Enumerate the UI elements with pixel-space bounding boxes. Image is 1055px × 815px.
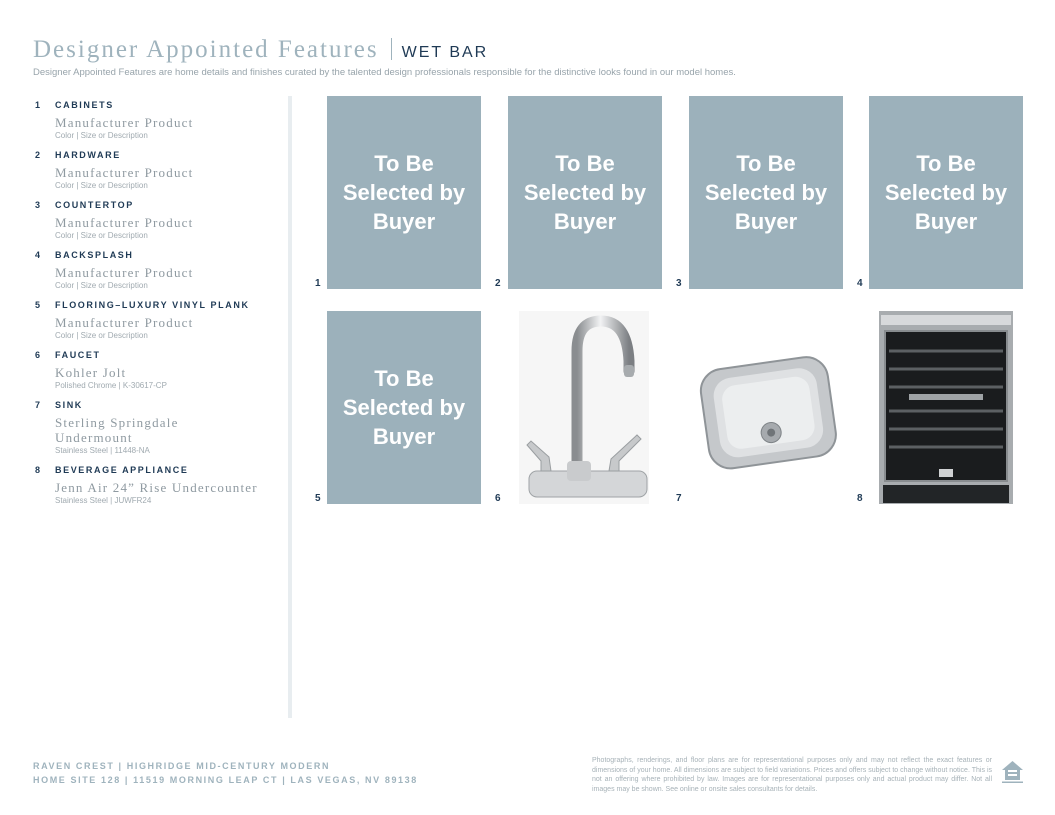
feature-category: COUNTERTOP bbox=[55, 200, 134, 210]
tile-number: 8 bbox=[857, 493, 863, 504]
feature-spec: Polished Chrome | K-30617-CP bbox=[55, 381, 167, 390]
feature-product: Manufacturer Product bbox=[55, 165, 194, 180]
feature-number: 4 bbox=[35, 250, 41, 260]
feature-category: BEVERAGE APPLIANCE bbox=[55, 465, 189, 475]
feature-item bbox=[35, 100, 280, 141]
placeholder-tile bbox=[327, 96, 481, 289]
feature-product: Kohler Jolt bbox=[55, 365, 127, 380]
feature-spec: Color | Size or Description bbox=[55, 131, 148, 140]
feature-spec: Stainless Steel | JUWFR24 bbox=[55, 496, 152, 505]
tile-number: 3 bbox=[676, 278, 682, 289]
community-name: RAVEN CREST | HIGHRIDGE MID-CENTURY MODERN bbox=[33, 761, 331, 771]
feature-spec: Color | Size or Description bbox=[55, 181, 148, 190]
feature-spec: Color | Size or Description bbox=[55, 281, 148, 290]
feature-item bbox=[35, 465, 280, 506]
feature-spec: Color | Size or Description bbox=[55, 231, 148, 240]
placeholder-text: To Be Selected by Buyer bbox=[342, 366, 466, 449]
sink-image bbox=[689, 311, 843, 504]
sink-icon bbox=[689, 311, 843, 504]
feature-category: FLOORING–LUXURY VINYL PLANK bbox=[55, 300, 250, 310]
sidebar-divider bbox=[288, 96, 292, 718]
feature-product: Manufacturer Product bbox=[55, 215, 194, 230]
placeholder-tile bbox=[689, 96, 843, 289]
feature-spec: Stainless Steel | 11448-NA bbox=[55, 446, 150, 455]
page-title: Designer Appointed Features bbox=[33, 36, 379, 63]
equal-housing-icon bbox=[1000, 759, 1025, 784]
placeholder-tile bbox=[869, 96, 1023, 289]
tile-number: 6 bbox=[495, 493, 501, 504]
tile-number: 1 bbox=[315, 278, 321, 289]
feature-number: 2 bbox=[35, 150, 41, 160]
feature-item bbox=[35, 350, 280, 391]
feature-category: FAUCET bbox=[55, 350, 101, 360]
placeholder-text: To Be Selected by Buyer bbox=[523, 151, 647, 234]
feature-item bbox=[35, 400, 280, 456]
feature-category: CABINETS bbox=[55, 100, 114, 110]
home-site-address: HOME SITE 128 | 11519 MORNING LEAP CT | LAS VEGAS, NV 89138 bbox=[33, 775, 418, 785]
feature-number: 8 bbox=[35, 465, 41, 475]
feature-number: 5 bbox=[35, 300, 41, 310]
feature-number: 3 bbox=[35, 200, 41, 210]
placeholder-tile bbox=[327, 311, 481, 504]
page-header bbox=[33, 36, 488, 64]
placeholder-text: To Be Selected by Buyer bbox=[884, 151, 1008, 234]
feature-list bbox=[35, 100, 280, 515]
feature-item bbox=[35, 200, 280, 241]
placeholder-tile bbox=[508, 96, 662, 289]
feature-spec: Color | Size or Description bbox=[55, 331, 148, 340]
tile-number: 7 bbox=[676, 493, 682, 504]
wine-fridge-image bbox=[879, 311, 1013, 504]
placeholder-text: To Be Selected by Buyer bbox=[704, 151, 828, 234]
tile-number: 4 bbox=[857, 278, 863, 289]
feature-number: 7 bbox=[35, 400, 41, 410]
page-subtitle: WET BAR bbox=[401, 44, 489, 61]
feature-product: Manufacturer Product bbox=[55, 115, 194, 130]
community-info bbox=[33, 759, 418, 787]
feature-number: 1 bbox=[35, 100, 41, 110]
faucet-image bbox=[519, 311, 649, 504]
feature-item bbox=[35, 300, 280, 341]
feature-item bbox=[35, 250, 280, 291]
title-divider bbox=[391, 38, 392, 60]
placeholder-text: To Be Selected by Buyer bbox=[342, 151, 466, 234]
feature-category: HARDWARE bbox=[55, 150, 121, 160]
feature-product: Jenn Air 24” Rise Undercounter bbox=[55, 480, 258, 495]
feature-product: Manufacturer Product bbox=[55, 315, 194, 330]
tile-number: 2 bbox=[495, 278, 501, 289]
faucet-icon bbox=[519, 311, 649, 504]
feature-number: 6 bbox=[35, 350, 41, 360]
feature-product: Sterling Springdale Undermount bbox=[55, 415, 179, 445]
feature-category: BACKSPLASH bbox=[55, 250, 134, 260]
legal-disclaimer: Photographs, renderings, and floor plans are for representational purposes only and may not reflect the exact features or dimensions of your home. All dimensions are subject to field variations. Prices and offers subject to change without notice. This is not an offering where prohibited by law. Images are for representational purposes only and actual product may differ. Not all images may be shown. See online or onsite sales consultants for details. bbox=[592, 757, 992, 793]
feature-product: Manufacturer Product bbox=[55, 265, 194, 280]
tile-number: 5 bbox=[315, 493, 321, 504]
page-description: Designer Appointed Features are home details and finishes curated by the talented design professionals responsible for the distinctive looks found in our model homes. bbox=[33, 67, 736, 78]
wine-fridge-icon bbox=[879, 311, 1013, 504]
feature-category: SINK bbox=[55, 400, 83, 410]
feature-item bbox=[35, 150, 280, 191]
